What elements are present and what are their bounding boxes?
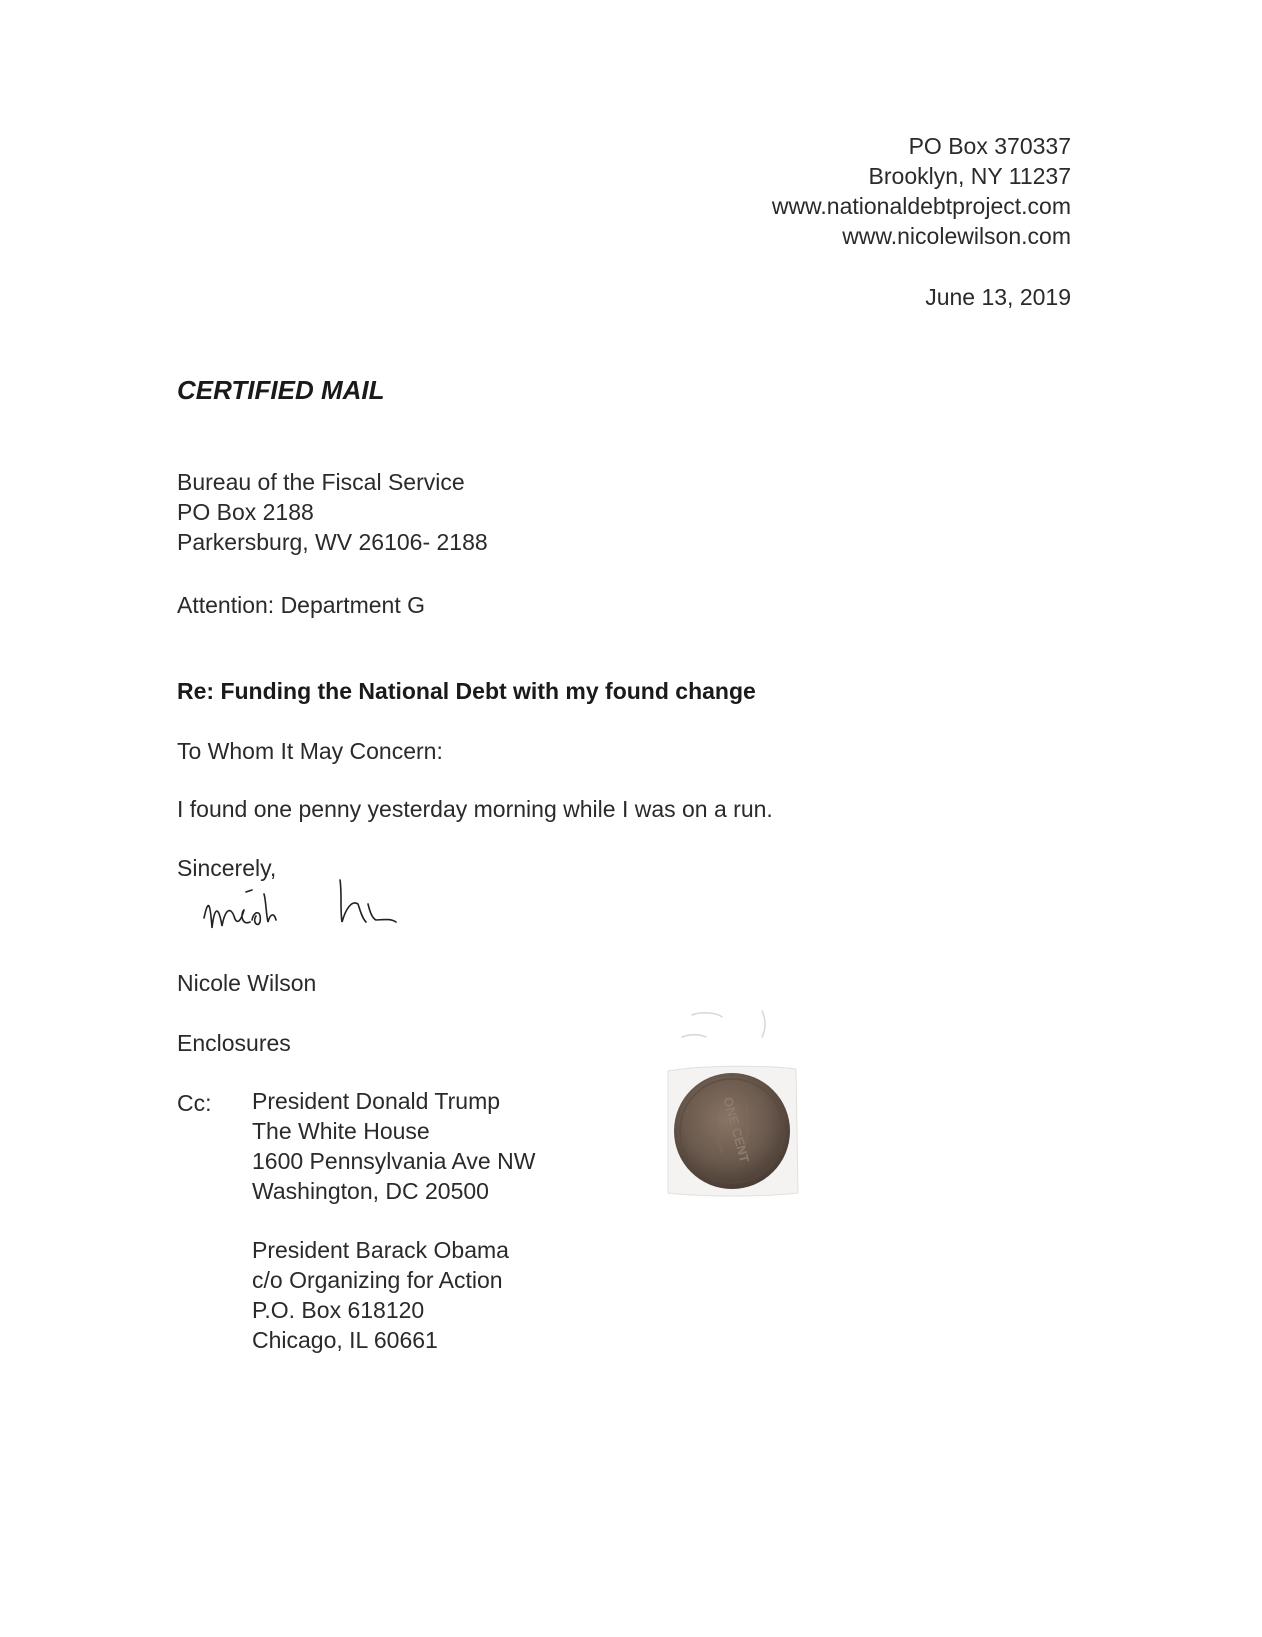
cc-line: 1600 Pennsylvania Ave NW <box>252 1148 536 1174</box>
signature-image <box>200 870 430 950</box>
enclosures-note: Enclosures <box>177 1030 291 1056</box>
cc-line: c/o Organizing for Action <box>252 1267 503 1293</box>
certified-mail-heading: CERTIFIED MAIL <box>177 375 385 405</box>
cc-line: Chicago, IL 60661 <box>252 1327 438 1353</box>
sender-line: Brooklyn, NY 11237 <box>868 163 1071 189</box>
sender-line: www.nationaldebtproject.com <box>771 193 1071 219</box>
cc-recipient <box>252 1235 509 1355</box>
recipient-address <box>177 467 488 557</box>
cc-line: President Donald Trump <box>252 1088 501 1114</box>
cc-line: President Barack Obama <box>252 1237 509 1263</box>
sender-address <box>772 131 1071 251</box>
body-paragraph: I found one penny yesterday morning while I was on a run. <box>177 796 773 822</box>
closing: Sincerely, <box>177 855 277 881</box>
cc-line: The White House <box>252 1118 430 1144</box>
penny-image <box>662 1007 802 1207</box>
recipient-line: Bureau of the Fiscal Service <box>177 469 465 495</box>
letter-date: June 13, 2019 <box>925 284 1071 310</box>
cc-line: Washington, DC 20500 <box>252 1178 489 1204</box>
recipient-line: Parkersburg, WV 26106- 2188 <box>177 529 488 555</box>
subject-line: Re: Funding the National Debt with my found change <box>177 678 756 704</box>
sender-line: PO Box 370337 <box>908 133 1071 159</box>
sender-line: www.nicolewilson.com <box>842 223 1071 249</box>
attention-line: Attention: Department G <box>177 592 426 618</box>
cc-line: P.O. Box 618120 <box>252 1297 425 1323</box>
greeting: To Whom It May Concern: <box>177 738 443 764</box>
recipient-line: PO Box 2188 <box>177 499 314 525</box>
signer-name: Nicole Wilson <box>177 970 317 996</box>
cc-recipient <box>252 1086 535 1206</box>
coin-text: ONE CENT <box>720 1095 753 1165</box>
cc-label: Cc: <box>177 1090 212 1116</box>
